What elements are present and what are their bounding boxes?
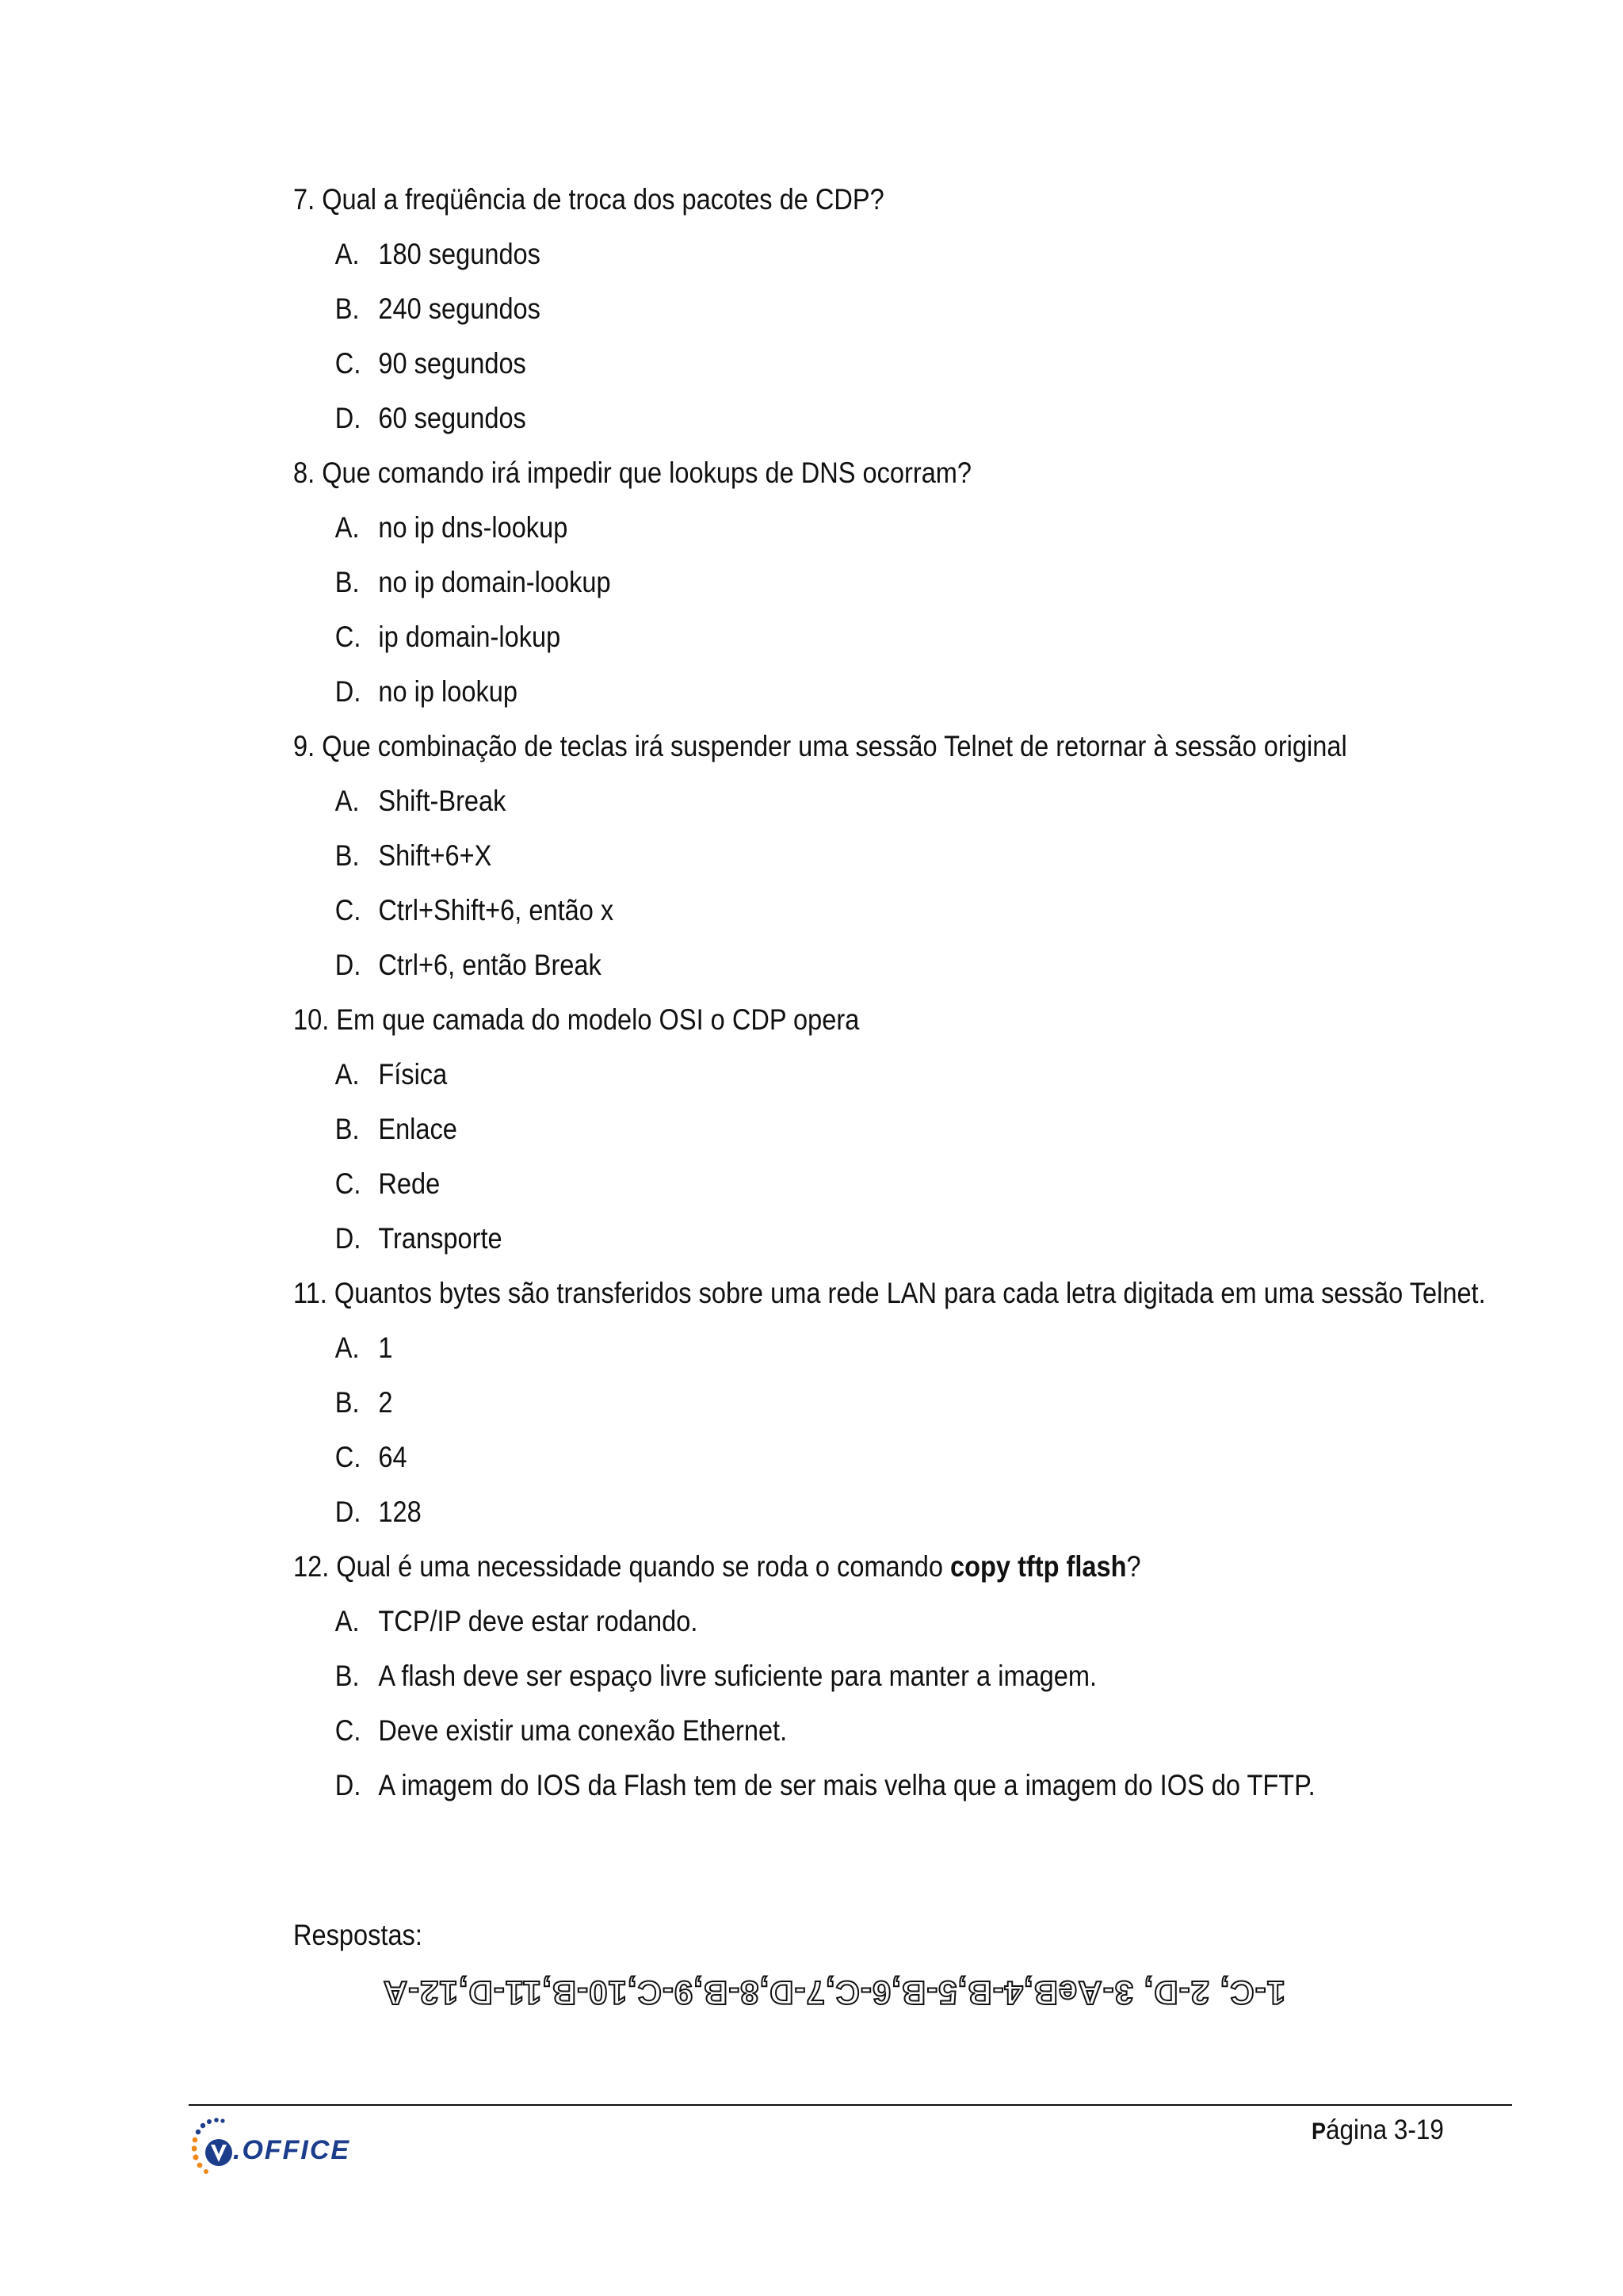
option-letter: C. — [334, 621, 361, 653]
logo-icon — [192, 2111, 239, 2187]
option-letter: C. — [334, 1714, 361, 1747]
option-text: 128 — [378, 1496, 422, 1528]
option-letter: A. — [334, 511, 360, 544]
question-10-option-c — [335, 1165, 1364, 1203]
option-text: 240 segundos — [378, 292, 540, 325]
option-letter: C. — [334, 347, 361, 380]
option-letter: C. — [334, 1441, 361, 1473]
option-text: 90 segundos — [378, 347, 526, 380]
option-text: 1 — [378, 1331, 393, 1364]
option-text: Ctrl+Shift+6, então x — [378, 894, 614, 926]
question-11-option-d — [335, 1493, 1364, 1531]
option-text: no ip dns-lookup — [378, 511, 568, 544]
option-letter: A. — [334, 238, 360, 270]
option-letter: B. — [334, 839, 360, 872]
answers-label: Respostas: — [293, 1919, 422, 1951]
question-9-option-c — [335, 892, 1364, 930]
question-7-option-a — [335, 235, 1364, 273]
question-7-option-c — [335, 345, 1364, 383]
question-12-option-b — [335, 1657, 1364, 1695]
footer-divider — [189, 2104, 1512, 2106]
option-text: Transporte — [378, 1222, 502, 1255]
question-9: 9. Que combinação de teclas irá suspender uma sessão Telnet de retornar à sessão original — [293, 730, 1347, 762]
question-7-option-d — [335, 399, 1364, 437]
question-11-option-b — [335, 1384, 1364, 1422]
question-10-option-a — [335, 1056, 1364, 1094]
logo-wordmark: .OFFICE — [233, 2135, 351, 2165]
option-letter: B. — [334, 566, 360, 598]
option-text: A imagem do IOS da Flash tem de ser mais velha que a imagem do IOS do TFTP. — [378, 1769, 1316, 1801]
page-number-prefix: P — [1312, 2118, 1327, 2145]
option-text: TCP/IP deve estar rodando. — [378, 1605, 698, 1637]
question-list — [293, 181, 1486, 1821]
option-letter: A. — [334, 1331, 360, 1364]
option-text: Rede — [378, 1167, 441, 1200]
option-letter: D. — [334, 675, 361, 708]
option-text: no ip domain-lookup — [378, 566, 611, 598]
question-10: 10. Em que camada do modelo OSI o CDP opera — [293, 1003, 860, 1036]
question-11-option-a — [335, 1329, 1364, 1367]
option-letter: D. — [334, 1769, 361, 1801]
option-letter: B. — [334, 292, 360, 325]
question-10-option-d — [335, 1220, 1364, 1258]
question-12-option-d — [335, 1767, 1364, 1805]
question-9-option-b — [335, 837, 1364, 875]
question-12-command: copy tftp flash — [950, 1550, 1127, 1583]
question-12-mark: ? — [1126, 1550, 1141, 1583]
question-8-option-c — [335, 618, 1364, 656]
question-11: 11. Quantos bytes são transferidos sobre uma rede LAN para cada letra digitada em uma sessão Telnet. — [293, 1277, 1486, 1309]
question-11-option-c — [335, 1438, 1364, 1477]
page-number — [1312, 2113, 1444, 2149]
question-8-option-b — [335, 563, 1364, 602]
question-8-option-a — [335, 509, 1364, 547]
option-letter: A. — [334, 785, 360, 817]
option-letter: B. — [334, 1660, 360, 1692]
question-12-option-c — [335, 1712, 1364, 1750]
option-text: Shift-Break — [378, 785, 506, 817]
option-letter: D. — [334, 1496, 361, 1528]
option-text: ip domain-lokup — [378, 621, 561, 653]
option-letter: C. — [334, 1167, 361, 1200]
question-9-option-a — [335, 782, 1364, 820]
option-text: Ctrl+6, então Break — [378, 949, 601, 981]
option-text: Enlace — [378, 1113, 457, 1145]
option-text: Deve existir uma conexão Ethernet. — [378, 1714, 788, 1747]
option-letter: D. — [334, 949, 361, 981]
question-8-option-d — [335, 673, 1364, 711]
option-letter: C. — [334, 894, 361, 926]
question-12-text: 12. Qual é uma necessidade quando se roda o comando — [293, 1550, 951, 1583]
question-12-option-a — [335, 1603, 1364, 1641]
page-number-text: ágina 3-19 — [1326, 2115, 1444, 2145]
question-7-option-b — [335, 290, 1364, 328]
option-text: Shift+6+X — [378, 839, 492, 872]
option-letter: D. — [334, 1222, 361, 1255]
answers-key-upside-down: 1-C, 2-D, 3-AeB,4-B,5-B,6-C,7-D,8-B,9-C,10-B,11-D,12-A — [382, 1974, 1285, 2011]
office-logo — [192, 2111, 358, 2187]
option-letter: A. — [334, 1605, 360, 1637]
option-text: A flash deve ser espaço livre suficiente para manter a imagem. — [378, 1660, 1098, 1692]
question-12 — [293, 1548, 1364, 1586]
option-letter: A. — [334, 1058, 360, 1091]
option-text: 64 — [378, 1441, 407, 1473]
question-10-option-b — [335, 1110, 1364, 1148]
option-text: 60 segundos — [378, 402, 526, 434]
option-text: Física — [378, 1058, 448, 1091]
question-9-option-d — [335, 946, 1364, 984]
option-text: 180 segundos — [378, 238, 540, 270]
question-8: 8. Que comando irá impedir que lookups de DNS ocorram? — [293, 457, 972, 489]
option-letter: B. — [334, 1113, 360, 1145]
option-letter: D. — [334, 402, 361, 434]
question-7: 7. Qual a freqüência de troca dos pacotes de CDP? — [293, 183, 884, 216]
option-letter: B. — [334, 1386, 360, 1419]
option-text: 2 — [378, 1386, 393, 1419]
option-text: no ip lookup — [378, 675, 517, 708]
